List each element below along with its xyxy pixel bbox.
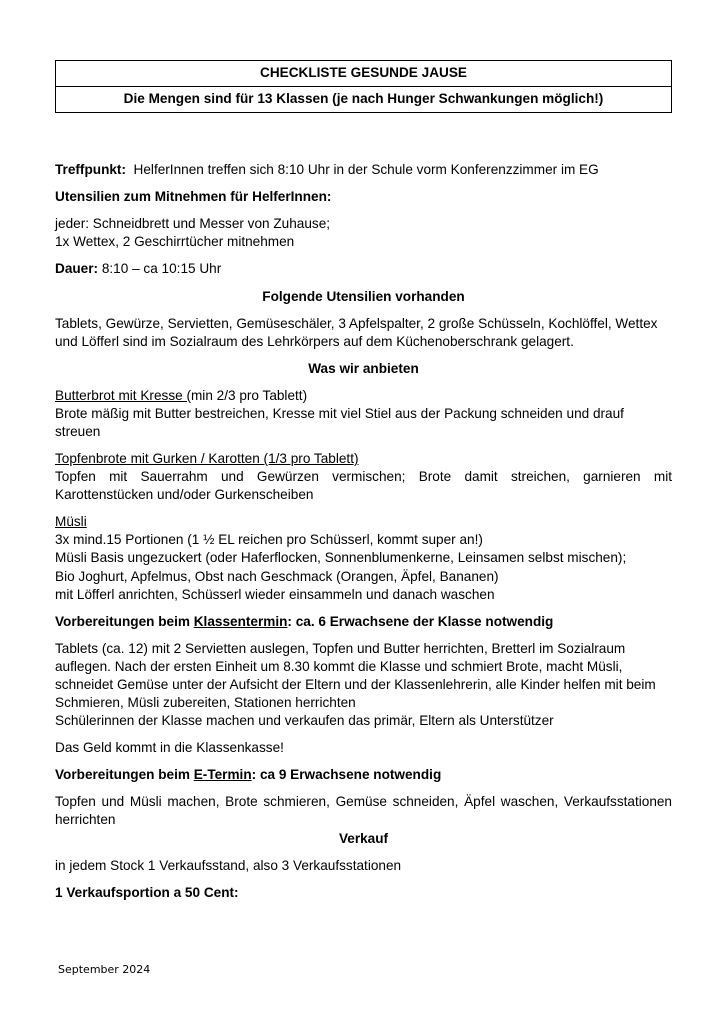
angebot-heading: Was wir anbieten: [308, 360, 419, 376]
klassentermin-heading: [55, 613, 672, 631]
dauer-paragraph: [55, 260, 672, 278]
document-title: CHECKLISTE GESUNDE JAUSE: [260, 65, 467, 80]
muesli-title: Müsli: [55, 514, 87, 530]
document-page: [55, 60, 672, 902]
utensilien-mitnehmen-text: [55, 215, 672, 251]
verkauf-heading: Verkauf: [338, 830, 389, 846]
klassentermin-heading-pre: Vorbereitungen beim: [55, 613, 194, 629]
etermin-text: Topfen und Müsli machen, Brote schmieren, Gemüse schneiden, Äpfel waschen, Verkaufsstationen herrichten: [55, 794, 672, 828]
utensilien-line-2: 1x Wettex, 2 Geschirrtücher mitnehmen: [55, 234, 295, 250]
utensilien-line-1: jeder: Schneidbrett und Messer von Zuhause;: [55, 216, 331, 232]
document-subtitle: Die Mengen sind für 13 Klassen (je nach Hunger Schwankungen möglich!): [56, 86, 671, 112]
butterbrot-text: Brote mäßig mit Butter bestreichen, Kresse mit viel Stiel aus der Packung schneiden und drauf streuen: [55, 405, 624, 440]
utensilien-vorhanden-heading: Folgende Utensilien vorhanden: [262, 288, 465, 304]
klassentermin-heading-link: Klassentermin: [193, 613, 288, 629]
muesli-line-4: mit Löfferl anrichten, Schüsserl wieder einsammeln und danach waschen: [55, 586, 495, 602]
klassentermin-text: [55, 640, 672, 730]
etermin-heading-pre: Vorbereitungen beim: [55, 767, 194, 783]
muesli-line-3: Bio Joghurt, Apfelmus, Obst nach Geschmack (Orangen, Äpfel, Bananen): [55, 568, 499, 584]
muesli-line-2: Müsli Basis ungezuckert (oder Haferflocken, Sonnenblumenkerne, Leinsamen selbst mischen);: [55, 550, 627, 566]
verkaufsportion: 1 Verkaufsportion a 50 Cent:: [55, 884, 239, 900]
dauer-label: Dauer:: [55, 261, 99, 277]
topfen-section: [55, 450, 672, 504]
utensilien-mitnehmen-heading: Utensilien zum Mitnehmen für HelferInnen:: [55, 189, 332, 205]
klassentermin-text-1: Tablets (ca. 12) mit 2 Servietten auslegen, Topfen und Butter herrichten, Bretterl im Sozialraum auflegen. Nach der ersten Einheit um 8.30 kommt die Klasse und schmiert Brote, macht Müsli, schneidet Gemüse unter der Aufsicht der Eltern und der Klassenlehrerin, alle Kinder helfen mit beim Schmieren, Müsli zubereiten, Stationen herrichten: [55, 640, 656, 711]
etermin-heading: [55, 766, 672, 784]
muesli-section: [55, 513, 672, 603]
etermin-heading-post: : ca 9 Erwachsene notwendig: [251, 767, 442, 783]
treffpunkt-text: HelferInnen treffen sich 8:10 Uhr in der Schule vorm Konferenzzimmer im EG: [133, 162, 599, 178]
header-table: [55, 60, 672, 113]
verkauf-text: in jedem Stock 1 Verkaufsstand, also 3 Verkaufsstationen: [55, 857, 402, 873]
dauer-text: 8:10 – ca 10:15 Uhr: [101, 261, 222, 277]
butterbrot-section: [55, 387, 672, 441]
klassenkasse-note: Das Geld kommt in die Klassenkasse!: [55, 740, 284, 756]
treffpunkt-paragraph: [55, 161, 672, 179]
footer-date: September 2024: [58, 963, 151, 976]
muesli-line-1: 3x mind.15 Portionen (1 ½ EL reichen pro Schüsserl, kommt super an!): [55, 532, 483, 548]
topfen-title: Topfenbrote mit Gurken / Karotten (1/3 pro Tablett): [55, 451, 359, 467]
treffpunkt-label: Treffpunkt:: [55, 162, 126, 178]
etermin-heading-link: E-Termin: [193, 767, 252, 783]
klassentermin-heading-post: : ca. 6 Erwachsene der Klasse notwendig: [287, 613, 554, 629]
utensilien-vorhanden-text: Tablets, Gewürze, Servietten, Gemüseschäler, 3 Apfelspalter, 2 große Schüsseln, Kochlöffel, Wettex und Löfferl sind im Sozialraum des Lehrkörpers auf dem Küchenoberschrank gelagert.: [55, 315, 658, 349]
klassentermin-text-2: Schülerinnen der Klasse machen und verkaufen das primär, Eltern als Unterstützer: [55, 713, 554, 729]
butterbrot-title: Butterbrot mit Kresse (: [55, 387, 191, 403]
butterbrot-title-rest: min 2/3 pro Tablett): [190, 387, 308, 403]
topfen-text: Topfen mit Sauerrahm und Gewürzen vermischen; Brote damit streichen, garnieren mit Karottenstücken und/oder Gurkenscheiben: [55, 469, 672, 503]
